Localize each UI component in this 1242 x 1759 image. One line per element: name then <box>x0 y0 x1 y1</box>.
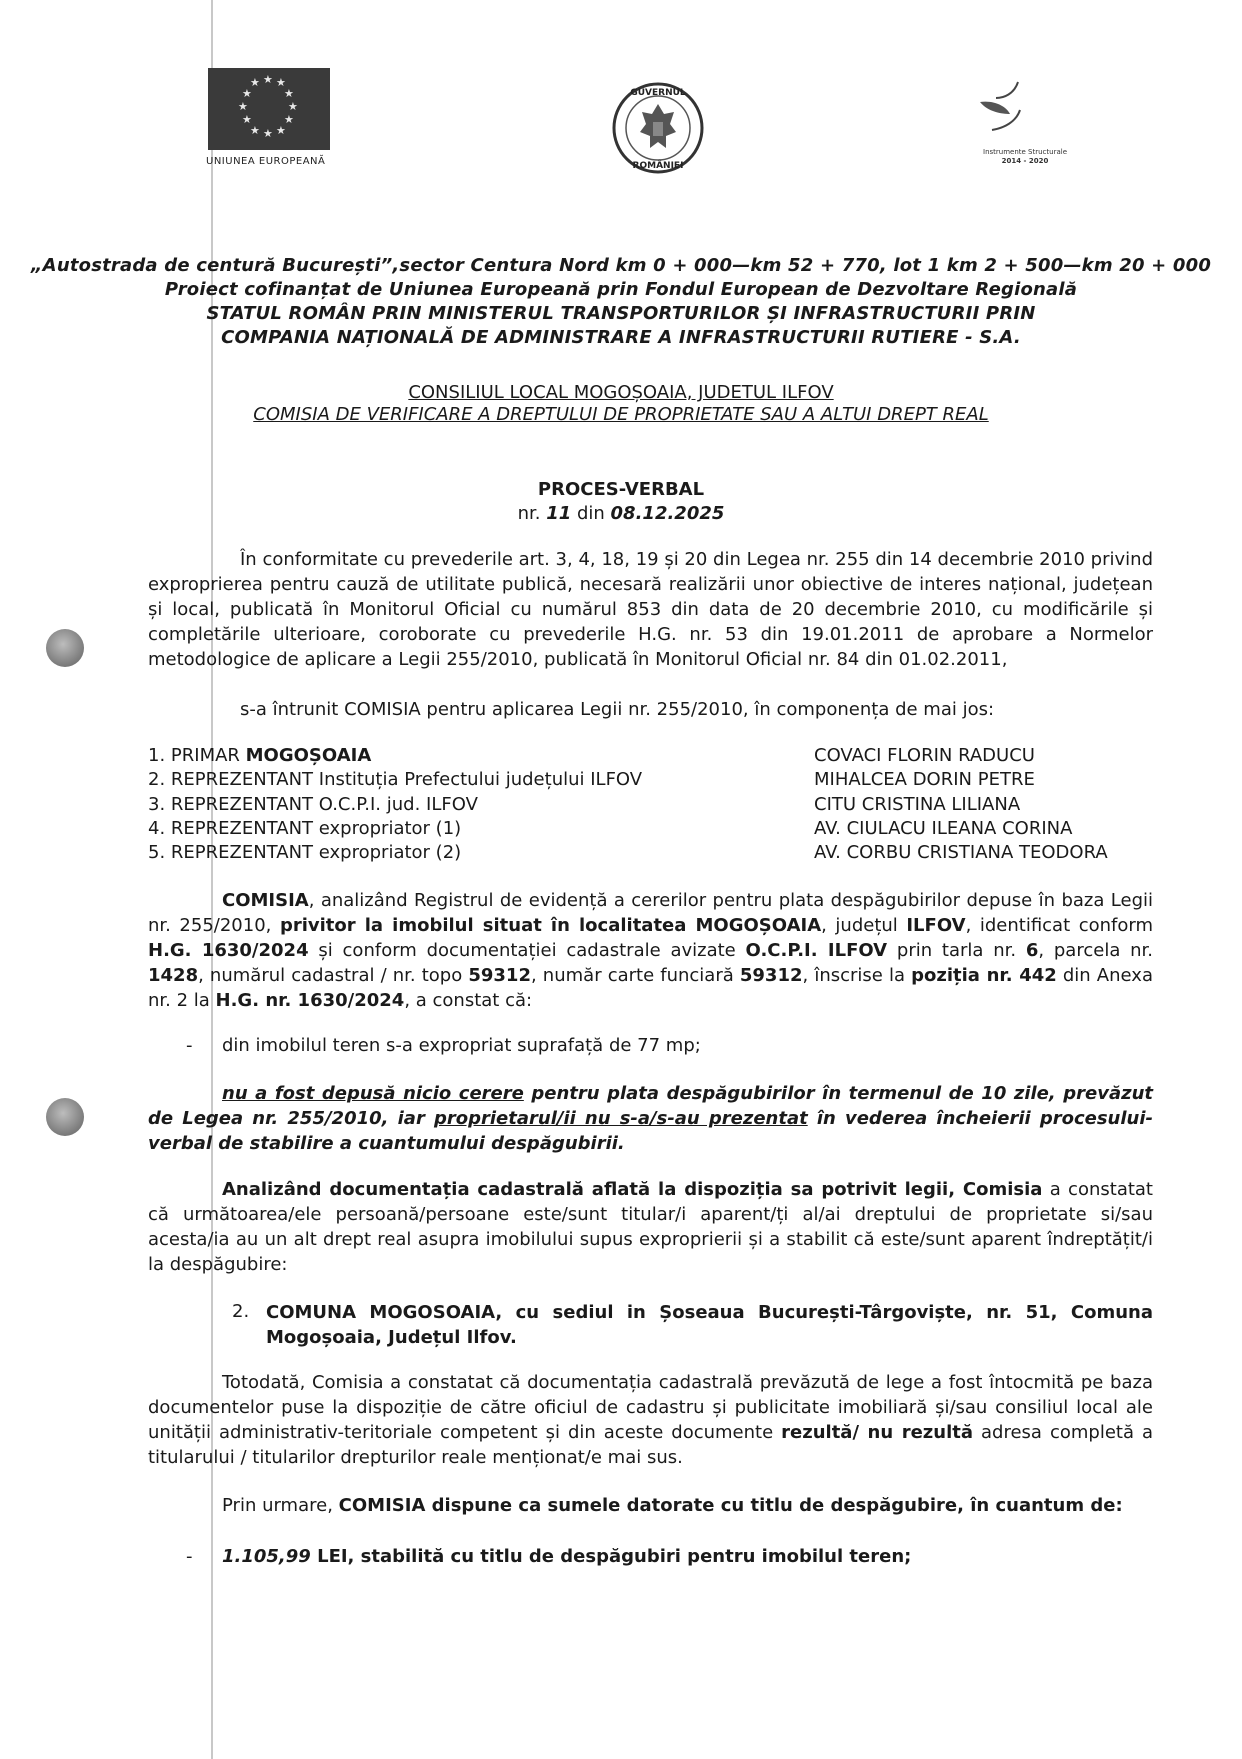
document-title <box>0 478 1242 526</box>
member-name-5: AV. CORBU CRISTIANA TEODORA <box>814 842 1108 863</box>
punch-hole <box>46 1098 84 1136</box>
council-heading <box>0 382 1242 426</box>
bullet-dash: - <box>186 1546 193 1567</box>
member-role-1: 1. PRIMAR MOGOȘOAIA <box>148 745 372 766</box>
member-role-2: 2. REPREZENTANT Instituția Prefectului județului ILFOV <box>148 769 643 790</box>
documentation-analysis-paragraph: Analizând documentația cadastrală aflată la dispoziția sa potrivit legii, Comisia a constatat că următoarea/ele persoană/persoane este/sunt titular/i aparent/ți al/ai dreptului de proprietate si/sau acesta/ia au un alt drept real asupra imobilului supus exproprierii și a stabilit că este/sunt aparent îndreptățit/i la despăgubire: <box>148 1179 1153 1275</box>
compensation-amount: 1.105,99 <box>222 1546 311 1567</box>
is-label-line2: 2014 - 2020 <box>1001 157 1049 165</box>
date-prefix: din <box>571 503 611 524</box>
header-line-3: STATUL ROMÂN PRIN MINISTERUL TRANSPORTURILOR ȘI INFRASTRUCTURII PRIN <box>206 303 1036 324</box>
seal-text-bottom: ROMÂNIEI <box>632 161 684 171</box>
member-name-2: MIHALCEA DORIN PETRE <box>814 769 1035 790</box>
instrumente-structurale-label <box>970 148 1080 166</box>
compensation-amount-line: 1.105,99 LEI, stabilită cu titlu de despăgubiri pentru imobilul teren; <box>222 1546 912 1567</box>
member-role-5: 5. REPREZENTANT expropriator (2) <box>148 842 462 863</box>
eu-label: UNIUNEA EUROPEANĂ <box>206 156 326 167</box>
owner-number: 2. <box>232 1301 250 1322</box>
member-name-4: AV. CIULACU ILEANA CORINA <box>814 818 1073 839</box>
intro-paragraph: În conformitate cu prevederile art. 3, 4, 18, 19 și 20 din Legea nr. 255 din 14 decembrie 2010 privind exproprierea pentru cauză de utilitate publică, necesară realizării unor obiective de interes național, județean și local, publicată în Monitorul Oficial cu numărul 853 din data de 20 decembrie 2010, cu modificările și completările ulterioare, coroborate cu prevederile H.G. nr. 53 din 19.01.2011 de aprobare a Normelor metodologice de aplicare a Legii 255/2010, publicată în Monitorul Oficial nr. 84 din 01.02.2011, <box>148 549 1153 670</box>
header-line-2: Proiect cofinanțat de Uniunea Europeană prin Fondul European de Dezvoltare Regională <box>164 279 1078 300</box>
council-line-1: CONSILIUL LOCAL MOGOȘOAIA, JUDETUL ILFOV <box>408 382 834 403</box>
title-heading: PROCES-VERBAL <box>537 479 705 500</box>
consequently-line: Prin urmare, COMISIA dispune ca sumele datorate cu titlu de despăgubire, în cuantum de: <box>222 1495 1123 1516</box>
document-date: 08.12.2025 <box>610 503 725 524</box>
analysis-paragraph: COMISIA, analizând Registrul de evidență a cererilor pentru plata despăgubirilor depuse în baza Legii nr. 255/2010, privitor la imobilul situat în localitatea MOGOȘOAIA, județul ILFOV, identificat conform H.G. 1630/2024 și conform documentației cadastrale avizate O.C.P.I. ILFOV prin tarla nr. 6, parcela nr. 1428, numărul cadastral / nr. topo 59312, număr carte funciară 59312, înscrise la poziția nr. 442 din Anexa nr. 2 la H.G. nr. 1630/2024, a constat că: <box>148 890 1154 1011</box>
council-line-2: COMISIA DE VERIFICARE A DREPTULUI DE PROPRIETATE SAU A ALTUI DREPT REAL <box>253 404 989 425</box>
document-number: 11 <box>546 503 572 524</box>
project-header <box>0 254 1242 350</box>
intro-committee-line: s-a întrunit COMISIA pentru aplicarea Legii nr. 255/2010, în componența de mai jos: <box>240 699 995 720</box>
no-request-paragraph: nu a fost depusă nicio cerere pentru plata despăgubirilor în termenul de 10 zile, prevăzut de Legea nr. 255/2010, iar proprietarul/ii nu s-a/s-au prezentat în vederea încheierii procesului-verbal de stabilire a cuantumului despăgubirii. <box>148 1083 1154 1154</box>
header-line-4: COMPANIA NAȚIONALĂ DE ADMINISTRARE A INFRASTRUCTURII RUTIERE - S.A. <box>221 327 1021 348</box>
instrumente-structurale-logo <box>976 80 1036 144</box>
member-role-4: 4. REPREZENTANT expropriator (1) <box>148 818 462 839</box>
owner-line-2: Mogoșoaia, Județul Ilfov. <box>266 1327 517 1348</box>
member-name-1: COVACI FLORIN RADUCU <box>814 745 1035 766</box>
nr-prefix: nr. <box>517 503 547 524</box>
member-role-3: 3. REPREZENTANT O.C.P.I. jud. ILFOV <box>148 794 478 815</box>
totodata-paragraph: Totodată, Comisia a constatat că documentația cadastrală prevăzută de lege a fost întocmită pe baza documentelor puse la dispoziție de către oficiul de cadastru și publicitate imobiliară și/sau consiliul local ale unității administrativ-teritoriale competent și din aceste documente rezultă/ nu rezultă adresa completă a titularului / titularilor drepturilor reale menționat/e mai sus. <box>148 1372 1154 1468</box>
owner-line-1: COMUNA MOGOSOAIA, cu sediul in Șoseaua București-Târgoviște, nr. 51, Comuna <box>266 1302 1153 1323</box>
seal-text-top: GUVERNUL <box>630 88 686 98</box>
is-label-line1: Instrumente Structurale <box>983 148 1067 156</box>
header-line-1: „Autostrada de centură București”,sector Centura Nord km 0 + 000—km 52 + 770, lot 1 km 2 + 500—km 20 + 000 <box>30 255 1212 276</box>
expropriated-area-line: din imobilul teren s-a expropriat suprafață de 77 mp; <box>222 1035 701 1056</box>
eu-flag-logo: ★ ★ ★ ★ ★ ★ ★ ★ ★ ★ ★ ★ <box>208 68 330 150</box>
punch-hole <box>46 629 84 667</box>
title-number-line <box>0 502 1242 526</box>
owner-entry <box>266 1300 1153 1350</box>
bullet-dash: - <box>186 1035 193 1056</box>
government-seal-logo <box>612 82 704 174</box>
member-name-3: CITU CRISTINA LILIANA <box>814 794 1021 815</box>
